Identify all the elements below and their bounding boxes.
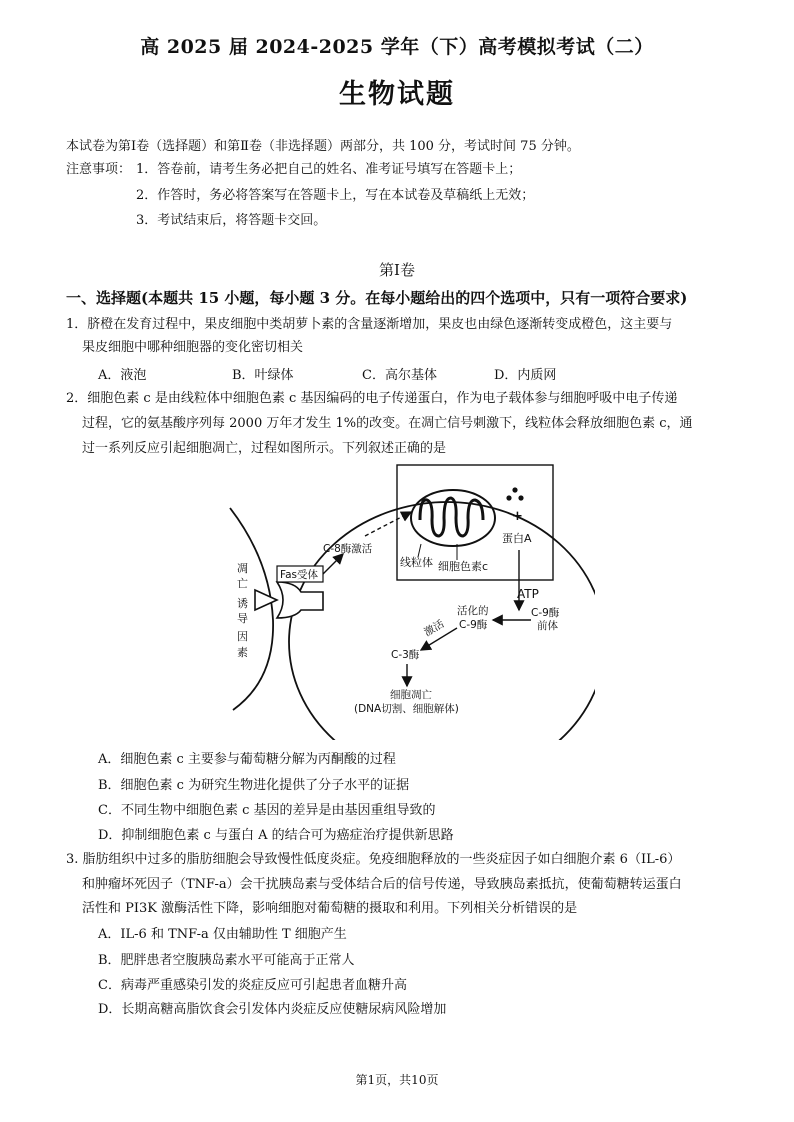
activated-c9-label: C-9酶 [459, 619, 488, 631]
question-1-line: 1．脐橙在发育过程中，果皮细胞中类胡萝卜素的含量逐渐增加，果皮也由绿色逐渐转变成橙色，这主要与 [66, 317, 673, 332]
fas-receptor-shape [277, 582, 323, 618]
question-2-line: 过程，它的氨基酸序列每 2000 万年才发生 1%的改变。在凋亡信号刺激下，线粒体会释放细胞色素 c，通 [82, 416, 693, 431]
activated-c9-label: 活化的 [457, 605, 489, 617]
q3-option-b: B．肥胖患者空腹胰岛素水平可能高于正常人 [98, 953, 355, 968]
note-item: 2．作答时，务必将答案写在答题卡上，写在本试卷及草稿纸上无效； [136, 188, 535, 203]
cytochrome-c-dot [506, 495, 511, 500]
c8-activation-label: C-8酶激活 [323, 543, 373, 555]
apoptosis-factor-char: 素 [237, 646, 248, 659]
question-2-line: 2．细胞色素 c 是由线粒体中细胞色素 c 基因编码的电子传递蛋白，作为电子载体参与细胞呼吸中电子传递 [66, 391, 678, 406]
exam-intro: 本试卷为第Ⅰ卷（选择题）和第Ⅱ卷（非选择题）两部分，共 100 分，考试时间 75 分钟。 [66, 139, 580, 154]
c3-label: C-3酶 [391, 649, 420, 661]
c9-precursor-label: C-9酶 [531, 607, 560, 619]
q3-option-c: C．病毒严重感染引发的炎症反应可引起患者血糖升高 [98, 978, 407, 993]
apoptosis-diagram [225, 460, 595, 740]
section-heading: 一、选择题(本题共 15 小题，每小题 3 分。在每小题给出的四个选项中，只有一项符合要求) [66, 289, 688, 307]
q1-option-a: A．液泡 [98, 368, 147, 383]
ligand-shape [255, 590, 277, 610]
subject-title: 生物试题 [339, 79, 455, 110]
q2-option-c: C．不同生物中细胞色素 c 基因的差异是由基因重组导致的 [98, 803, 436, 818]
apoptosis-factor-char: 导 [237, 612, 248, 625]
apoptosis-label: 细胞凋亡 [390, 689, 432, 701]
q2-option-d: D．抑制细胞色素 c 与蛋白 A 的结合可为癌症治疗提供新思路 [98, 828, 454, 843]
apoptosis-factor-char: 诱 [237, 597, 248, 610]
question-3-line: 3. 脂肪组织中过多的脂肪细胞会导致慢性低度炎症。免疫细胞释放的一些炎症因子如白细胞介素 6（IL-6） [66, 852, 681, 867]
apoptosis-factor-char: 亡 [237, 577, 248, 590]
plus-sign: + [512, 509, 523, 524]
question-3-line: 和肿瘤坏死因子（TNF-a）会干扰胰岛素与受体结合后的信号传递，导致胰岛素抵抗，使葡萄糖转运蛋白 [82, 877, 682, 892]
cytochrome-c-dot [518, 495, 523, 500]
page-footer: 第1页，共10页 [355, 1073, 439, 1087]
q2-option-a: A．细胞色素 c 主要参与葡萄糖分解为丙酮酸的过程 [98, 752, 396, 767]
question-1-line: 果皮细胞中哪种细胞器的变化密切相关 [82, 340, 304, 355]
apoptosis-detail-label: (DNA切割、细胞解体) [354, 703, 459, 715]
apoptosis-factor-char: 凋 [237, 562, 248, 575]
activation-label: 激活 [422, 617, 447, 639]
q2-option-b: B．细胞色素 c 为研究生物进化提供了分子水平的证据 [98, 778, 410, 793]
volume-title: 第Ⅰ卷 [379, 261, 415, 279]
q3-option-a: A．IL-6 和 TNF-a 仅由辅助性 T 细胞产生 [98, 927, 347, 942]
q3-option-d: D．长期高糖高脂饮食会引发体内炎症反应使糖尿病风险增加 [98, 1002, 447, 1017]
note-item: 3．考试结束后，将答题卡交回。 [136, 213, 327, 228]
cytochrome-c-label: 细胞色素c [438, 560, 489, 573]
cytochrome-c-dot [512, 487, 517, 492]
question-2-line: 过一系列反应引起细胞凋亡，过程如图所示。下列叙述正确的是 [82, 441, 447, 456]
question-3-line: 活性和 PI3K 激酶活性下降，影响细胞对葡萄糖的摄取和利用。下列相关分析错误的是 [82, 901, 578, 916]
c9-precursor-label: 前体 [537, 620, 558, 632]
atp-label: ATP [517, 587, 539, 601]
q1-option-c: C．高尔基体 [362, 368, 437, 383]
protein-a-label: 蛋白A [502, 532, 532, 545]
q1-option-b: B．叶绿体 [232, 368, 294, 383]
fas-receptor-label: Fas受体 [280, 569, 318, 581]
notes-label: 注意事项： [66, 162, 132, 177]
mitochondrion-label: 线粒体 [400, 556, 433, 569]
q1-option-d: D．内质网 [494, 368, 557, 383]
exam-title: 高 2025 届 2024-2025 学年（下）高考模拟考试（二） [140, 36, 654, 58]
note-item: 1．答卷前，请考生务必把自己的姓名、准考证号填写在答题卡上； [136, 162, 522, 177]
apoptosis-factor-char: 因 [237, 630, 248, 643]
